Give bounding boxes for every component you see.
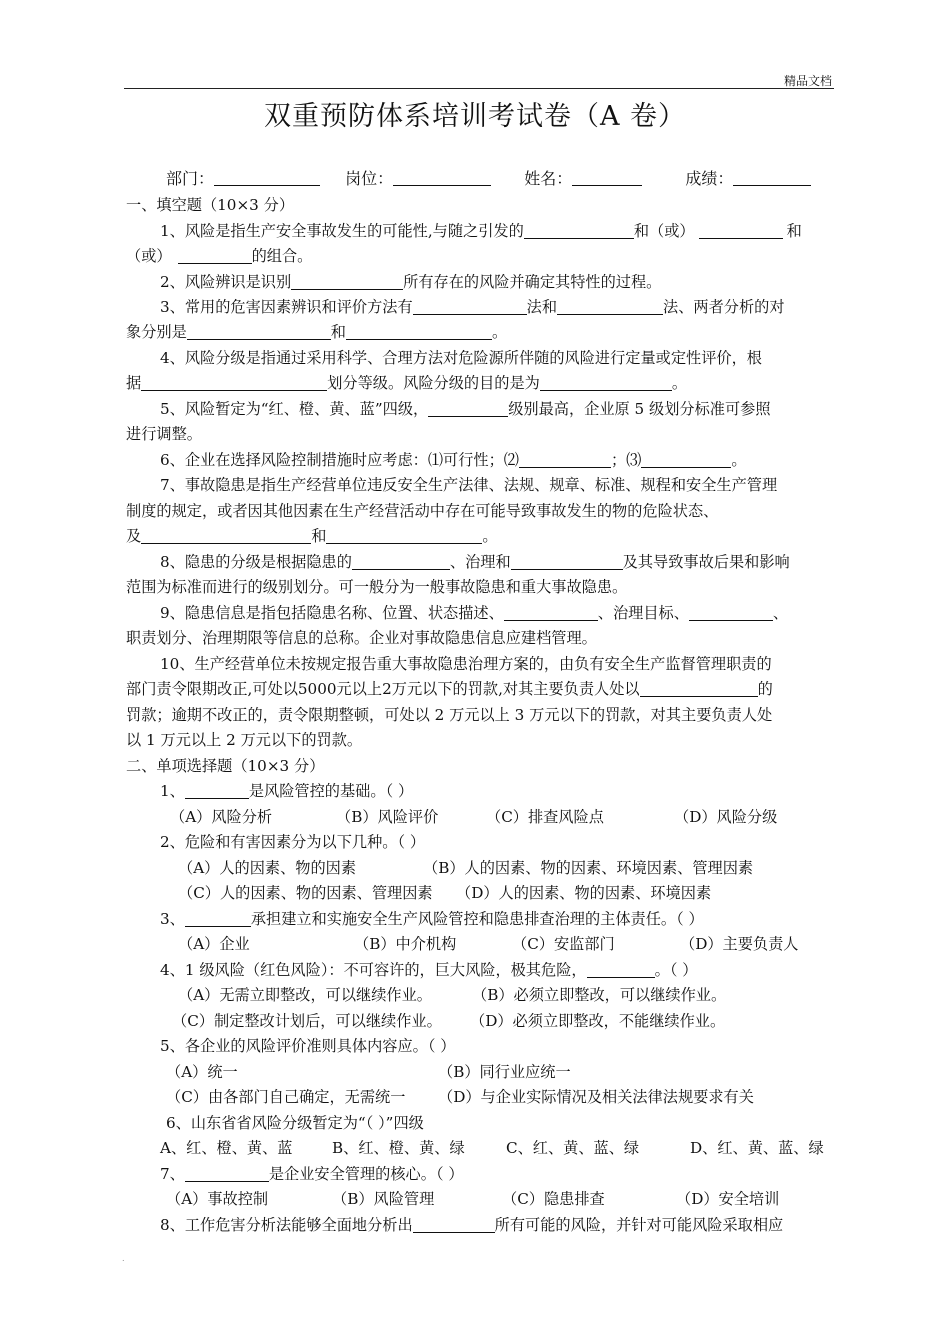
mc4-options-row1 [178, 984, 726, 1006]
q7-line2: 制度的规定，或者因其他因素在生产经营活动中存在可能导致事故发生的物的危险状态、 [126, 502, 719, 520]
option[interactable]: （A）事故控制 [166, 1190, 269, 1208]
q9-text: 、治理目标、 [597, 604, 689, 622]
mc2-stem: 2、危险和有害因素分为以下几种。（ ） [160, 833, 426, 851]
blank[interactable] [413, 1216, 495, 1233]
blank[interactable] [557, 298, 663, 315]
blank[interactable] [185, 782, 249, 799]
option[interactable]: （B）人的因素、物的因素、环境因素、管理因素 [423, 859, 754, 877]
page-title: 双重预防体系培训考试卷（A 卷） [263, 101, 687, 132]
q4-line1: 4、风险分级是指通过采用科学、合理方法对危险源所伴随的风险进行定量或定性评价，根 [160, 349, 762, 367]
q9-text: 9、隐患信息是指包括隐患名称、位置、状态描述、 [160, 604, 504, 622]
q5-text: 级别最高，企业原 5 级划分标准可参照 [508, 400, 771, 418]
blank[interactable] [141, 527, 311, 544]
q4-text: 。 [671, 374, 687, 392]
info-row [166, 166, 836, 189]
mc1-text: 1、 [160, 782, 185, 800]
blank[interactable] [511, 553, 623, 570]
option[interactable]: D、红、黄、蓝、绿 [690, 1139, 824, 1157]
post-label: 岗位： [345, 169, 394, 188]
mc6-stem: 6、山东省省风险分级暂定为“（ ）”四级 [166, 1114, 424, 1132]
option[interactable]: （D）主要负责人 [680, 935, 799, 953]
q5-line2: 进行调整。 [126, 425, 202, 443]
q1-line2 [126, 245, 312, 267]
q2-text: 所有存在的风险并确定其特性的过程。 [403, 273, 662, 291]
q4-line2 [126, 372, 687, 394]
option[interactable]: （B）必须立即整改，可以继续作业。 [472, 986, 727, 1004]
q10-text: 部门责令限期改正,可处以5000元以上2万元以下的罚款,对其主要负责人处以 [126, 680, 640, 698]
mc8-text: 所有可能的风险，并针对可能风险采取相应 [494, 1216, 784, 1234]
mc1-text: 是风险管控的基础。（ ） [248, 782, 414, 800]
q3-line1 [160, 296, 785, 318]
q10-line3: 罚款；逾期不改正的，责令限期整顿，可处以 2 万元以上 3 万元以下的罚款，对其主要负责人处 [126, 706, 773, 724]
q7-text: 。 [482, 527, 498, 545]
mc3-stem [160, 908, 704, 930]
q2-text: 2、风险辨识是识别 [160, 273, 292, 291]
q1-line1 [160, 220, 802, 242]
mc7-options [166, 1188, 779, 1210]
q1-text: 和 [786, 222, 802, 240]
q4-text: 据 [126, 374, 142, 392]
blank[interactable] [185, 910, 251, 927]
mc4-text: 。（ ） [654, 961, 698, 979]
mc7-stem [160, 1163, 464, 1185]
blank[interactable] [640, 680, 758, 697]
q2-line [160, 271, 661, 293]
option[interactable]: （B）风险管理 [332, 1190, 435, 1208]
mc7-text: 7、 [160, 1165, 185, 1183]
blank[interactable] [689, 604, 773, 621]
name-label: 姓名： [524, 169, 573, 188]
q3-text: 3、常用的危害因素辨识和评价方法有 [160, 298, 413, 316]
blank[interactable] [346, 323, 492, 340]
mc3-options [178, 933, 799, 955]
mc6-options [160, 1137, 824, 1159]
post-field[interactable] [393, 167, 491, 186]
option[interactable]: （C）排查风险点 [486, 808, 604, 826]
blank[interactable] [699, 222, 783, 239]
blank[interactable] [587, 961, 655, 978]
mc5-options-row1 [166, 1061, 571, 1083]
blank[interactable] [178, 247, 252, 264]
option[interactable]: （C）制定整改计划后，可以继续作业。 [172, 1012, 442, 1030]
option[interactable]: （A）无需立即整改，可以继续作业。 [178, 986, 432, 1004]
blank[interactable] [141, 374, 327, 391]
q7-line3 [126, 525, 498, 547]
blank[interactable] [187, 323, 331, 340]
blank[interactable] [641, 451, 731, 468]
section1-heading: 一、填空题（10×3 分） [126, 196, 295, 214]
mc4-options-row2 [172, 1010, 725, 1032]
q7-text: 及 [126, 527, 142, 545]
blank[interactable] [352, 553, 450, 570]
option[interactable]: （A）风险分析 [170, 808, 273, 826]
option[interactable]: （D）风险分级 [674, 808, 778, 826]
q1-text: 1、风险是指生产安全事故发生的可能性,与随之引发的 [160, 222, 524, 240]
q7-text: 和 [311, 527, 327, 545]
option[interactable]: A、红、橙、黄、蓝 [160, 1139, 293, 1157]
q5-line1 [160, 398, 771, 420]
option[interactable]: （D）安全培训 [676, 1190, 780, 1208]
mc4-stem [160, 959, 697, 981]
option[interactable]: （A）统一 [166, 1063, 238, 1081]
q10-line2 [126, 678, 773, 700]
mc1-stem [160, 780, 413, 802]
q4-text: 划分等级。风险分级的目的是为 [327, 374, 540, 392]
mc4-text: 4、1 级风险（红色风险）：不可容许的，巨大风险，极其危险， [160, 961, 587, 979]
mc2-options-row2 [178, 882, 711, 904]
option[interactable]: （C）人的因素、物的因素、管理因素 [178, 884, 433, 902]
q10-line1: 10、生产经营单位未按规定报告重大事故隐患治理方案的，由负有安全生产监督管理职责的 [160, 655, 772, 673]
blank[interactable] [291, 273, 403, 290]
mc1-options [170, 806, 777, 828]
q3-text: 法和 [526, 298, 558, 316]
option[interactable]: （A）人的因素、物的因素 [178, 859, 357, 877]
option[interactable]: （B）中介机构 [354, 935, 457, 953]
q9-text: 、 [772, 604, 789, 622]
mc3-text: 3、 [160, 910, 185, 928]
name-field[interactable] [572, 167, 642, 186]
mc8-text: 8、工作危害分析法能够全面地分析出 [160, 1216, 413, 1234]
blank[interactable] [413, 298, 527, 315]
option[interactable]: （D）与企业实际情况及相关法律法规要求有关 [438, 1088, 754, 1106]
option[interactable]: （D）人的因素、物的因素、环境因素 [456, 884, 712, 902]
mc5-stem: 5、各企业的风险评价准则具体内容应。（ ） [160, 1037, 456, 1055]
q8-text: 、治理和 [449, 553, 511, 571]
option[interactable]: （C）安监部门 [512, 935, 615, 953]
blank[interactable] [540, 374, 672, 391]
q3-text: 。 [491, 323, 508, 341]
q3-text: 和 [330, 323, 346, 341]
q1-text: 的组合。 [251, 247, 313, 265]
option[interactable]: （C）隐患排查 [502, 1190, 605, 1208]
q6-line [160, 449, 747, 471]
option[interactable]: B、红、橙、黄、绿 [332, 1139, 465, 1157]
q9-line2: 职责划分、治理期限等信息的总称。企业对事故隐患信息应建档管理。 [126, 629, 597, 647]
q10-line4: 以 1 万元以上 2 万元以下的罚款。 [126, 731, 363, 749]
blank[interactable] [519, 451, 611, 468]
score-label: 成绩： [685, 169, 734, 188]
option[interactable]: （D）必须立即整改，不能继续作业。 [470, 1012, 726, 1030]
mc7-text: 是企业安全管理的核心。（ ） [268, 1165, 464, 1183]
q8-text: 8、隐患的分级是根据隐患的 [160, 553, 352, 571]
q6-text: ；⑶ [610, 451, 642, 469]
option[interactable]: （B）风险评价 [336, 808, 439, 826]
option[interactable]: C、红、黄、蓝、绿 [506, 1139, 640, 1157]
option[interactable]: （A）企业 [178, 935, 250, 953]
option[interactable]: （B）同行业应统一 [438, 1063, 571, 1081]
q3-line2 [126, 321, 507, 343]
section2-heading: 二、单项选择题（10×3 分） [126, 757, 325, 775]
blank[interactable] [504, 604, 598, 621]
mc8-stem [160, 1214, 783, 1236]
header-rule [124, 88, 834, 89]
q1-text: （或） [126, 247, 172, 265]
blank[interactable] [524, 222, 634, 239]
q8-text: 及其导致事故后果和影响 [622, 553, 790, 571]
mc5-options-row2 [166, 1086, 754, 1108]
q6-text: 。 [731, 451, 747, 469]
option[interactable]: （C）由各部门自己确定，无需统一 [166, 1088, 406, 1106]
q3-text: 法、两者分析的对 [663, 298, 785, 316]
header-note: 精品文档 [783, 74, 832, 88]
dept-label: 部门： [166, 169, 215, 188]
q1-text: 和（或） [633, 222, 695, 240]
q7-line1: 7、事故隐患是指生产经营单位违反安全生产法律、法规、规章、标准、规程和安全生产管理 [160, 476, 778, 494]
dept-field[interactable] [214, 167, 320, 186]
q3-text: 象分别是 [126, 323, 187, 341]
mc3-text: 承担建立和实施安全生产风险管控和隐患排查治理的主体责任。（ ） [250, 910, 704, 928]
blank[interactable] [428, 400, 508, 417]
blank[interactable] [185, 1165, 269, 1182]
q5-text: 5、风险暂定为“红、橙、黄、蓝”四级， [160, 400, 429, 418]
blank[interactable] [326, 527, 482, 544]
mc2-options-row1 [178, 857, 753, 879]
score-field[interactable] [733, 167, 811, 186]
q8-line2: 范围为标准而进行的级别划分。可一般分为一般事故隐患和重大事故隐患。 [126, 578, 628, 596]
q6-text: 6、企业在选择风险控制措施时应考虑：⑴可行性；⑵ [160, 451, 519, 469]
q9-line1 [160, 602, 788, 624]
q8-line1 [160, 551, 790, 573]
q10-text: 的 [757, 680, 773, 698]
footer-mark: . [122, 1254, 125, 1263]
